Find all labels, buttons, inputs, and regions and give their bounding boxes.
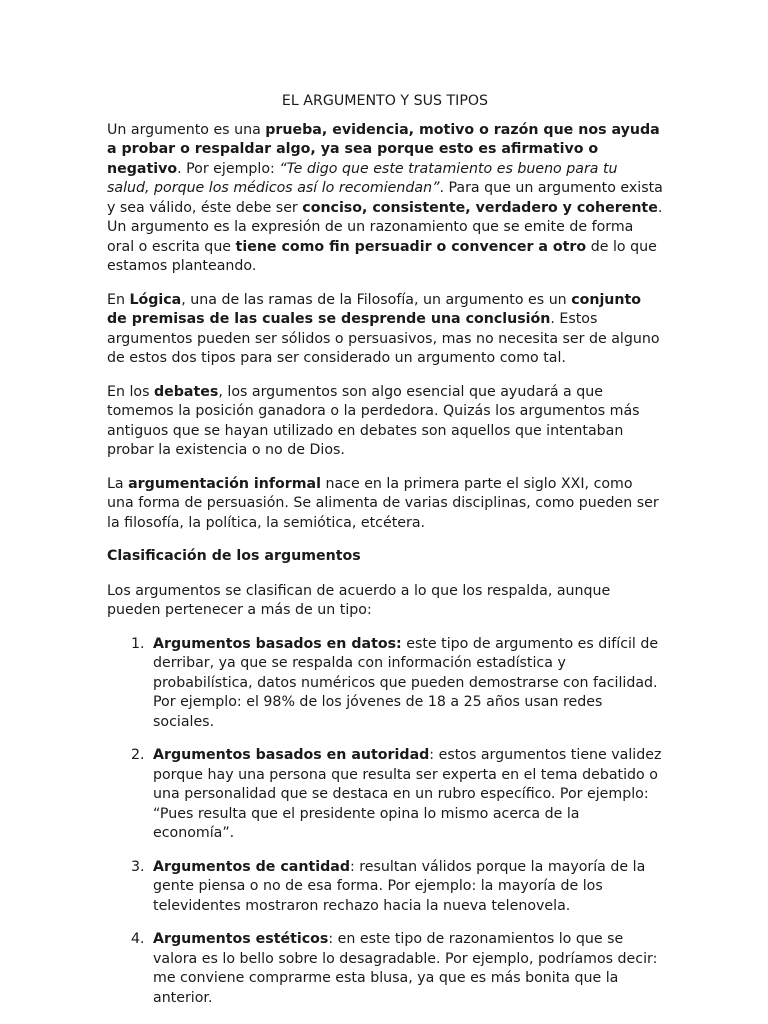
list-item <box>107 635 663 733</box>
list-item-term: Argumentos basados en autoridad <box>153 747 430 763</box>
list-item-term: Argumentos estéticos <box>153 931 329 947</box>
argument-types-list <box>107 635 663 1009</box>
text-run: En <box>107 291 130 308</box>
text-run: de lo que estamos planteando. <box>107 238 657 274</box>
list-item <box>107 930 663 1008</box>
italic-run: “Te digo que este tratamiento es bueno para tu salud, porque los médicos así lo recomiendan” <box>107 160 618 196</box>
list-item-term: Argumentos de cantidad <box>153 858 350 875</box>
bold-run: conciso, consistente, verdadero y coherente <box>302 199 658 216</box>
list-number: 1. <box>131 635 145 652</box>
section-heading: Clasificación de los argumentos <box>107 548 361 564</box>
list-number: 4. <box>131 931 145 947</box>
document-title: EL ARGUMENTO Y SUS TIPOS <box>281 93 489 109</box>
paragraph-argumentacion <box>107 475 663 534</box>
paragraph-logica <box>107 291 663 369</box>
text-run: . Estos argumentos pueden ser sólidos o persuasivos, mas no necesita ser de alguno de estos dos tipos para ser considerado un argumento como tal. <box>107 311 660 366</box>
paragraph-intro <box>107 121 663 277</box>
list-item-text: : resultan válidos porque la mayoría de la gente piensa o no de esa forma. Por ejemplo: la mayoría de los televidentes mostraron rechazo hacia la nueva telenovela. <box>153 858 646 914</box>
text-run: La <box>107 475 129 492</box>
bold-run: debates <box>154 383 219 400</box>
list-item <box>107 858 663 917</box>
bold-run: prueba, evidencia, motivo o razón que nos ayuda a probar o respaldar algo, ya sea porque esto es afirmativo o negativo <box>107 121 660 177</box>
list-item-term: Argumentos basados en datos: <box>153 635 402 652</box>
text-run: , los argumentos son algo esencial que ayudará a que tomemos la posición ganadora o la perdedora. Quizás los argumentos más antiguos que se hayan utilizado en debates son aquellos que intentaban probar la existencia o no de Dios. <box>107 383 640 458</box>
bold-run: tiene como fin persuadir o convencer a otro <box>235 238 587 255</box>
bold-run: Lógica <box>129 291 182 308</box>
bold-run: argumentación informal <box>128 475 321 492</box>
paragraph-debates <box>107 383 663 461</box>
text-run: , una de las ramas de la Filosofía, un argumento es un <box>181 291 572 308</box>
text-run: . Por ejemplo: <box>177 160 280 177</box>
bold-run: conjunto de premisas de las cuales se desprende una conclusión <box>107 291 642 327</box>
paragraph-clasificacion: Los argumentos se clasifican de acuerdo a lo que los respalda, aunque pueden pertenecer a más de un tipo: <box>107 582 611 618</box>
list-number: 2. <box>131 747 145 763</box>
document-body <box>107 92 663 1022</box>
list-number: 3. <box>131 858 145 875</box>
text-run: En los <box>107 383 154 400</box>
text-run: Un argumento es una <box>107 121 266 138</box>
list-item-text: este tipo de argumento es difícil de derribar, ya que se respalda con información estadística y probabilística, datos numéricos que pueden demostrarse con facilidad. Por ejemplo: el 98% de los jóvenes de 18 a 25 años usan redes sociales. <box>153 635 659 730</box>
text-run: . Para que un argumento exista y sea válido, éste debe ser <box>107 180 663 216</box>
list-item <box>107 746 663 844</box>
list-item-text: : estos argumentos tiene validez porque hay una persona que resulta ser experta en el tema debatido o una personalidad que se destaca en un rubro específico. Por ejemplo: “Pues resulta que el presidente opina lo mismo acerca de la economía”. <box>153 747 662 841</box>
text-run: . Un argumento es la expresión de un razonamiento que se emite de forma oral o escrita que <box>107 199 663 255</box>
list-item-text: : en este tipo de razonamientos lo que se valora es lo bello sobre lo desagradable. Por ejemplo, podríamos decir: me conviene comprarme esta blusa, ya que es más bonita que la anterior. <box>153 931 658 1006</box>
text-run: nace en la primera parte el siglo XXI, como una forma de persuasión. Se alimenta de varias disciplinas, como pueden ser la filosofía, la política, la semiótica, etcétera. <box>107 475 659 531</box>
